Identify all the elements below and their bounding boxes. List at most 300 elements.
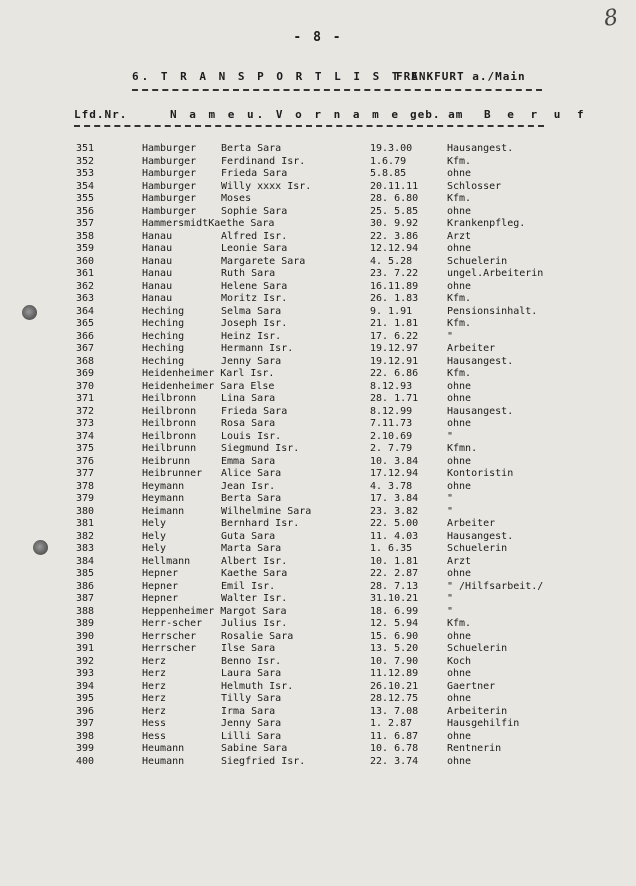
given-name: Kaethe Sara bbox=[221, 568, 288, 579]
occupation: Kfm. bbox=[447, 318, 472, 329]
surname: Hanau bbox=[142, 255, 173, 267]
given-name: Frieda Sara bbox=[221, 168, 288, 179]
occupation: Hausgehilfin bbox=[447, 718, 520, 729]
list-row bbox=[0, 743, 636, 756]
birth-date: 30. 9.92 bbox=[370, 218, 419, 229]
row-number: 359 bbox=[76, 243, 95, 254]
list-row bbox=[0, 293, 636, 306]
surname: Heching bbox=[142, 355, 185, 367]
header-underline bbox=[74, 125, 544, 127]
occupation: ohne bbox=[447, 480, 472, 492]
occupation: ohne bbox=[447, 418, 472, 429]
list-row bbox=[0, 281, 636, 294]
row-number: 379 bbox=[76, 493, 95, 504]
list-row bbox=[0, 618, 636, 631]
birth-date: 1. 2.87 bbox=[370, 718, 413, 729]
birth-date: 20.11.11 bbox=[370, 180, 419, 192]
surname: Heibrunner bbox=[142, 468, 203, 479]
birth-date: 4. 3.78 bbox=[370, 480, 413, 492]
given-name: Julius Isr. bbox=[221, 618, 288, 629]
occupation: Arbeiter bbox=[447, 518, 496, 529]
list-row bbox=[0, 493, 636, 506]
surname: Herrscher bbox=[142, 630, 197, 642]
surname: Herz bbox=[142, 705, 167, 717]
given-name: Emma Sara bbox=[221, 455, 276, 467]
occupation: ungel.Arbeiterin bbox=[447, 268, 544, 279]
given-name: Siegmund Isr. bbox=[221, 443, 300, 454]
title-underline bbox=[132, 89, 542, 91]
occupation: Gaertner bbox=[447, 680, 496, 692]
birth-date: 19.12.91 bbox=[370, 355, 419, 367]
row-number: 369 bbox=[76, 368, 95, 379]
surname: Hamburger bbox=[142, 205, 197, 217]
surname: Heppenheimer Margot Sara bbox=[142, 605, 287, 617]
given-name: Ruth Sara bbox=[221, 268, 276, 279]
occupation: " bbox=[447, 505, 454, 517]
given-name: Leonie Sara bbox=[221, 243, 288, 254]
list-row bbox=[0, 568, 636, 581]
birth-date: 22. 3.86 bbox=[370, 230, 419, 242]
row-number: 358 bbox=[76, 230, 95, 242]
list-row bbox=[0, 556, 636, 569]
occupation: Kfm. bbox=[447, 618, 472, 629]
list-row bbox=[0, 306, 636, 319]
surname: Hepner bbox=[142, 580, 179, 592]
list-row bbox=[0, 631, 636, 644]
occupation: ohne bbox=[447, 730, 472, 742]
occupation: ohne bbox=[447, 393, 472, 404]
birth-date: 28. 7.13 bbox=[370, 580, 419, 592]
occupation: ohne bbox=[447, 455, 472, 467]
surname: HammersmidtKaethe Sara bbox=[142, 218, 275, 229]
occupation: ohne bbox=[447, 168, 472, 179]
list-row bbox=[0, 443, 636, 456]
surname: Herrscher bbox=[142, 643, 197, 654]
list-row bbox=[0, 606, 636, 619]
transport-list bbox=[0, 143, 636, 768]
birth-date: 17. 3.84 bbox=[370, 493, 419, 504]
occupation: Kontoristin bbox=[447, 468, 514, 479]
birth-date: 12. 5.94 bbox=[370, 618, 419, 629]
given-name: Rosa Sara bbox=[221, 418, 276, 429]
given-name: Alice Sara bbox=[221, 468, 282, 479]
row-number: 366 bbox=[76, 330, 95, 342]
occupation: Hausangest. bbox=[447, 530, 514, 542]
list-row bbox=[0, 181, 636, 194]
birth-date: 4. 5.28 bbox=[370, 255, 413, 267]
list-row bbox=[0, 343, 636, 356]
row-number: 397 bbox=[76, 718, 95, 729]
birth-date: 18. 6.99 bbox=[370, 605, 419, 617]
list-row bbox=[0, 718, 636, 731]
surname: Heilbrunn bbox=[142, 443, 197, 454]
list-row bbox=[0, 656, 636, 669]
birth-date: 12.12.94 bbox=[370, 243, 419, 254]
birth-date: 22. 6.86 bbox=[370, 368, 419, 379]
occupation: ohne bbox=[447, 630, 472, 642]
given-name: Jenny Sara bbox=[221, 355, 282, 367]
occupation: Arzt bbox=[447, 230, 472, 242]
occupation: Kfm. bbox=[447, 368, 472, 379]
list-row bbox=[0, 531, 636, 544]
row-number: 387 bbox=[76, 593, 95, 604]
given-name: Siegfried Isr. bbox=[221, 755, 306, 767]
row-number: 400 bbox=[76, 755, 95, 767]
surname: Heymann bbox=[142, 493, 185, 504]
surname: Herr-scher bbox=[142, 618, 203, 629]
row-number: 363 bbox=[76, 293, 95, 304]
list-row bbox=[0, 456, 636, 469]
list-row bbox=[0, 256, 636, 269]
birth-date: 22. 3.74 bbox=[370, 755, 419, 767]
occupation: " bbox=[447, 493, 454, 504]
list-row bbox=[0, 506, 636, 519]
list-row bbox=[0, 206, 636, 219]
surname: Hanau bbox=[142, 243, 173, 254]
occupation: Arzt bbox=[447, 555, 472, 567]
given-name: Louis Isr. bbox=[221, 430, 282, 442]
list-row bbox=[0, 156, 636, 169]
surname: Heumann bbox=[142, 755, 185, 767]
row-number: 364 bbox=[76, 305, 95, 317]
birth-date: 28. 6.80 bbox=[370, 193, 419, 204]
given-name: Berta Sara bbox=[221, 143, 282, 154]
row-number: 361 bbox=[76, 268, 95, 279]
birth-date: 23. 3.82 bbox=[370, 505, 419, 517]
given-name: Marta Sara bbox=[221, 543, 282, 554]
list-row bbox=[0, 481, 636, 494]
list-row bbox=[0, 406, 636, 419]
occupation: Pensionsinhalt. bbox=[447, 305, 538, 317]
row-number: 370 bbox=[76, 380, 95, 392]
row-number: 356 bbox=[76, 205, 95, 217]
birth-date: 5.8.85 bbox=[370, 168, 407, 179]
surname: Heilbronn bbox=[142, 430, 197, 442]
given-name: Bernhard Isr. bbox=[221, 518, 300, 529]
surname: Hepner bbox=[142, 593, 179, 604]
surname: Hellmann bbox=[142, 555, 191, 567]
row-number: 399 bbox=[76, 743, 95, 754]
given-name: Jenny Sara bbox=[221, 718, 282, 729]
surname: Hely bbox=[142, 543, 167, 554]
occupation: Kfmn. bbox=[447, 443, 478, 454]
occupation: ohne bbox=[447, 380, 472, 392]
birth-date: 11. 6.87 bbox=[370, 730, 419, 742]
given-name: Ferdinand Isr. bbox=[221, 155, 306, 167]
given-name: Moses bbox=[221, 193, 252, 204]
birth-date: 10. 1.81 bbox=[370, 555, 419, 567]
surname: Hamburger bbox=[142, 143, 197, 154]
row-number: 375 bbox=[76, 443, 95, 454]
occupation: Schlosser bbox=[447, 180, 502, 192]
occupation: Krankenpfleg. bbox=[447, 218, 526, 229]
given-name: Joseph Isr. bbox=[221, 318, 288, 329]
row-number: 351 bbox=[76, 143, 95, 154]
given-name: Lilli Sara bbox=[221, 730, 282, 742]
birth-date: 22. 5.00 bbox=[370, 518, 419, 529]
birth-date: 22. 2.87 bbox=[370, 568, 419, 579]
row-number: 386 bbox=[76, 580, 95, 592]
occupation: " bbox=[447, 593, 454, 604]
surname: Heilbronn bbox=[142, 418, 197, 429]
surname: Heumann bbox=[142, 743, 185, 754]
surname: Hess bbox=[142, 718, 167, 729]
given-name: Frieda Sara bbox=[221, 405, 288, 417]
list-row bbox=[0, 193, 636, 206]
birth-date: 21. 1.81 bbox=[370, 318, 419, 329]
birth-date: 19.3.00 bbox=[370, 143, 413, 154]
list-row bbox=[0, 581, 636, 594]
given-name: Ilse Sara bbox=[221, 643, 276, 654]
row-number: 367 bbox=[76, 343, 95, 354]
birth-date: 31.10.21 bbox=[370, 593, 419, 604]
list-row bbox=[0, 706, 636, 719]
row-number: 393 bbox=[76, 668, 95, 679]
surname: Heilbronn bbox=[142, 393, 197, 404]
row-number: 352 bbox=[76, 155, 95, 167]
list-row bbox=[0, 431, 636, 444]
list-row bbox=[0, 356, 636, 369]
punch-hole bbox=[33, 540, 48, 555]
title-transportliste: 6. T R A N S P O R T L I S T E bbox=[132, 70, 421, 83]
birth-date: 28.12.75 bbox=[370, 693, 419, 704]
occupation: ohne bbox=[447, 280, 472, 292]
given-name: Selma Sara bbox=[221, 305, 282, 317]
row-number: 373 bbox=[76, 418, 95, 429]
birth-date: 11.12.89 bbox=[370, 668, 419, 679]
occupation: ohne bbox=[447, 568, 472, 579]
birth-date: 23. 7.22 bbox=[370, 268, 419, 279]
birth-date: 13. 5.20 bbox=[370, 643, 419, 654]
occupation: Kfm. bbox=[447, 293, 472, 304]
surname: Heymann bbox=[142, 480, 185, 492]
given-name: Hermann Isr. bbox=[221, 343, 294, 354]
birth-date: 28. 1.71 bbox=[370, 393, 419, 404]
occupation: Hausangest. bbox=[447, 355, 514, 367]
surname: Hess bbox=[142, 730, 167, 742]
surname: Herz bbox=[142, 693, 167, 704]
list-row bbox=[0, 668, 636, 681]
given-name: Irma Sara bbox=[221, 705, 276, 717]
list-row bbox=[0, 231, 636, 244]
surname: Hely bbox=[142, 518, 167, 529]
row-number: 357 bbox=[76, 218, 95, 229]
row-number: 368 bbox=[76, 355, 95, 367]
row-number: 391 bbox=[76, 643, 95, 654]
birth-date: 17. 6.22 bbox=[370, 330, 419, 342]
given-name: Wilhelmine Sara bbox=[221, 505, 312, 517]
birth-date: 26. 1.83 bbox=[370, 293, 419, 304]
row-number: 354 bbox=[76, 180, 95, 192]
given-name: Tilly Sara bbox=[221, 693, 282, 704]
occupation: Arbeiter bbox=[447, 343, 496, 354]
surname: Hamburger bbox=[142, 193, 197, 204]
occupation: Schuelerin bbox=[447, 543, 508, 554]
birth-date: 16.11.89 bbox=[370, 280, 419, 292]
row-number: 380 bbox=[76, 505, 95, 517]
surname: Hanau bbox=[142, 293, 173, 304]
occupation: Hausangest. bbox=[447, 405, 514, 417]
given-name: Guta Sara bbox=[221, 530, 276, 542]
given-name: Moritz Isr. bbox=[221, 293, 288, 304]
list-row bbox=[0, 643, 636, 656]
row-number: 390 bbox=[76, 630, 95, 642]
list-row bbox=[0, 318, 636, 331]
occupation: Schuelerin bbox=[447, 255, 508, 267]
occupation: ohne bbox=[447, 205, 472, 217]
given-name: Lina Sara bbox=[221, 393, 276, 404]
birth-date: 19.12.97 bbox=[370, 343, 419, 354]
page-number: - 8 - bbox=[293, 30, 343, 45]
given-name: Albert Isr. bbox=[221, 555, 288, 567]
row-number: 395 bbox=[76, 693, 95, 704]
given-name: Helene Sara bbox=[221, 280, 288, 292]
given-name: Alfred Isr. bbox=[221, 230, 288, 242]
row-number: 365 bbox=[76, 318, 95, 329]
list-row bbox=[0, 331, 636, 344]
list-row bbox=[0, 418, 636, 431]
given-name: Walter Isr. bbox=[221, 593, 288, 604]
header-name: N a m e u. V o r n a m e bbox=[170, 108, 401, 121]
birth-date: 11. 4.03 bbox=[370, 530, 419, 542]
given-name: Sabine Sara bbox=[221, 743, 288, 754]
list-row bbox=[0, 218, 636, 231]
occupation: Arbeiterin bbox=[447, 705, 508, 717]
title-location: FRANKFURT a./Main bbox=[396, 70, 526, 83]
list-row bbox=[0, 518, 636, 531]
given-name: Margarete Sara bbox=[221, 255, 306, 267]
surname: Hanau bbox=[142, 230, 173, 242]
row-number: 378 bbox=[76, 480, 95, 492]
list-row bbox=[0, 681, 636, 694]
surname: Hanau bbox=[142, 280, 173, 292]
surname: Hely bbox=[142, 530, 167, 542]
birth-date: 2.10.69 bbox=[370, 430, 413, 442]
occupation: Schuelerin bbox=[447, 643, 508, 654]
list-row bbox=[0, 468, 636, 481]
surname: Heching bbox=[142, 330, 185, 342]
row-number: 394 bbox=[76, 680, 95, 692]
surname: Herz bbox=[142, 668, 167, 679]
occupation: " bbox=[447, 330, 454, 342]
birth-date: 8.12.99 bbox=[370, 405, 413, 417]
birth-date: 10. 6.78 bbox=[370, 743, 419, 754]
occupation: Hausangest. bbox=[447, 143, 514, 154]
row-number: 396 bbox=[76, 705, 95, 717]
row-number: 385 bbox=[76, 568, 95, 579]
list-row bbox=[0, 393, 636, 406]
row-number: 360 bbox=[76, 255, 95, 267]
surname: Hamburger bbox=[142, 180, 197, 192]
surname: Hamburger bbox=[142, 155, 197, 167]
list-row bbox=[0, 243, 636, 256]
surname: Heching bbox=[142, 343, 185, 354]
row-number: 381 bbox=[76, 518, 95, 529]
row-number: 384 bbox=[76, 555, 95, 567]
birth-date: 13. 7.08 bbox=[370, 705, 419, 717]
given-name: Sophie Sara bbox=[221, 205, 288, 217]
occupation: " bbox=[447, 430, 454, 442]
birth-date: 10. 7.90 bbox=[370, 655, 419, 667]
list-row bbox=[0, 543, 636, 556]
surname: Hepner bbox=[142, 568, 179, 579]
occupation: " bbox=[447, 605, 454, 617]
row-number: 389 bbox=[76, 618, 95, 629]
birth-date: 25. 5.85 bbox=[370, 205, 419, 217]
occupation: ohne bbox=[447, 668, 472, 679]
surname: Heidenheimer Sara Else bbox=[142, 380, 275, 392]
given-name: Emil Isr. bbox=[221, 580, 276, 592]
list-row bbox=[0, 756, 636, 769]
list-row bbox=[0, 381, 636, 394]
given-name: Jean Isr. bbox=[221, 480, 276, 492]
row-number: 376 bbox=[76, 455, 95, 467]
row-number: 355 bbox=[76, 193, 95, 204]
list-row bbox=[0, 593, 636, 606]
surname: Heching bbox=[142, 318, 185, 329]
occupation: Koch bbox=[447, 655, 472, 667]
row-number: 398 bbox=[76, 730, 95, 742]
occupation: ohne bbox=[447, 243, 472, 254]
row-number: 362 bbox=[76, 280, 95, 292]
list-row bbox=[0, 143, 636, 156]
list-row bbox=[0, 368, 636, 381]
birth-date: 8.12.93 bbox=[370, 380, 413, 392]
punch-hole bbox=[22, 305, 37, 320]
birth-date: 10. 3.84 bbox=[370, 455, 419, 467]
row-number: 374 bbox=[76, 430, 95, 442]
birth-date: 1.6.79 bbox=[370, 155, 407, 167]
row-number: 383 bbox=[76, 543, 95, 554]
header-beruf: B e r u f bbox=[484, 108, 589, 121]
row-number: 353 bbox=[76, 168, 95, 179]
occupation: Rentnerin bbox=[447, 743, 502, 754]
birth-date: 1. 6.35 bbox=[370, 543, 413, 554]
occupation: " /Hilfsarbeit./ bbox=[447, 580, 544, 592]
list-row bbox=[0, 731, 636, 744]
given-name: Laura Sara bbox=[221, 668, 282, 679]
surname: Heching bbox=[142, 305, 185, 317]
surname: Heidenheimer Karl Isr. bbox=[142, 368, 275, 379]
list-row bbox=[0, 268, 636, 281]
given-name: Willy xxxx Isr. bbox=[221, 180, 312, 192]
corner-handwritten-mark: 8 bbox=[602, 5, 620, 32]
given-name: Rosalie Sara bbox=[221, 630, 294, 642]
surname: Heilbronn bbox=[142, 405, 197, 417]
occupation: Kfm. bbox=[447, 193, 472, 204]
row-number: 392 bbox=[76, 655, 95, 667]
birth-date: 9. 1.91 bbox=[370, 305, 413, 317]
row-number: 388 bbox=[76, 605, 95, 617]
header-nr: Lfd.Nr. bbox=[74, 108, 128, 121]
surname: Heimann bbox=[142, 505, 185, 517]
surname: Hanau bbox=[142, 268, 173, 279]
row-number: 371 bbox=[76, 393, 95, 404]
given-name: Berta Sara bbox=[221, 493, 282, 504]
row-number: 382 bbox=[76, 530, 95, 542]
given-name: Heinz Isr. bbox=[221, 330, 282, 342]
list-row bbox=[0, 693, 636, 706]
row-number: 377 bbox=[76, 468, 95, 479]
birth-date: 2. 7.79 bbox=[370, 443, 413, 454]
surname: Herz bbox=[142, 680, 167, 692]
birth-date: 15. 6.90 bbox=[370, 630, 419, 642]
list-row bbox=[0, 168, 636, 181]
birth-date: 26.10.21 bbox=[370, 680, 419, 692]
occupation: Kfm. bbox=[447, 155, 472, 167]
occupation: ohne bbox=[447, 755, 472, 767]
given-name: Helmuth Isr. bbox=[221, 680, 294, 692]
